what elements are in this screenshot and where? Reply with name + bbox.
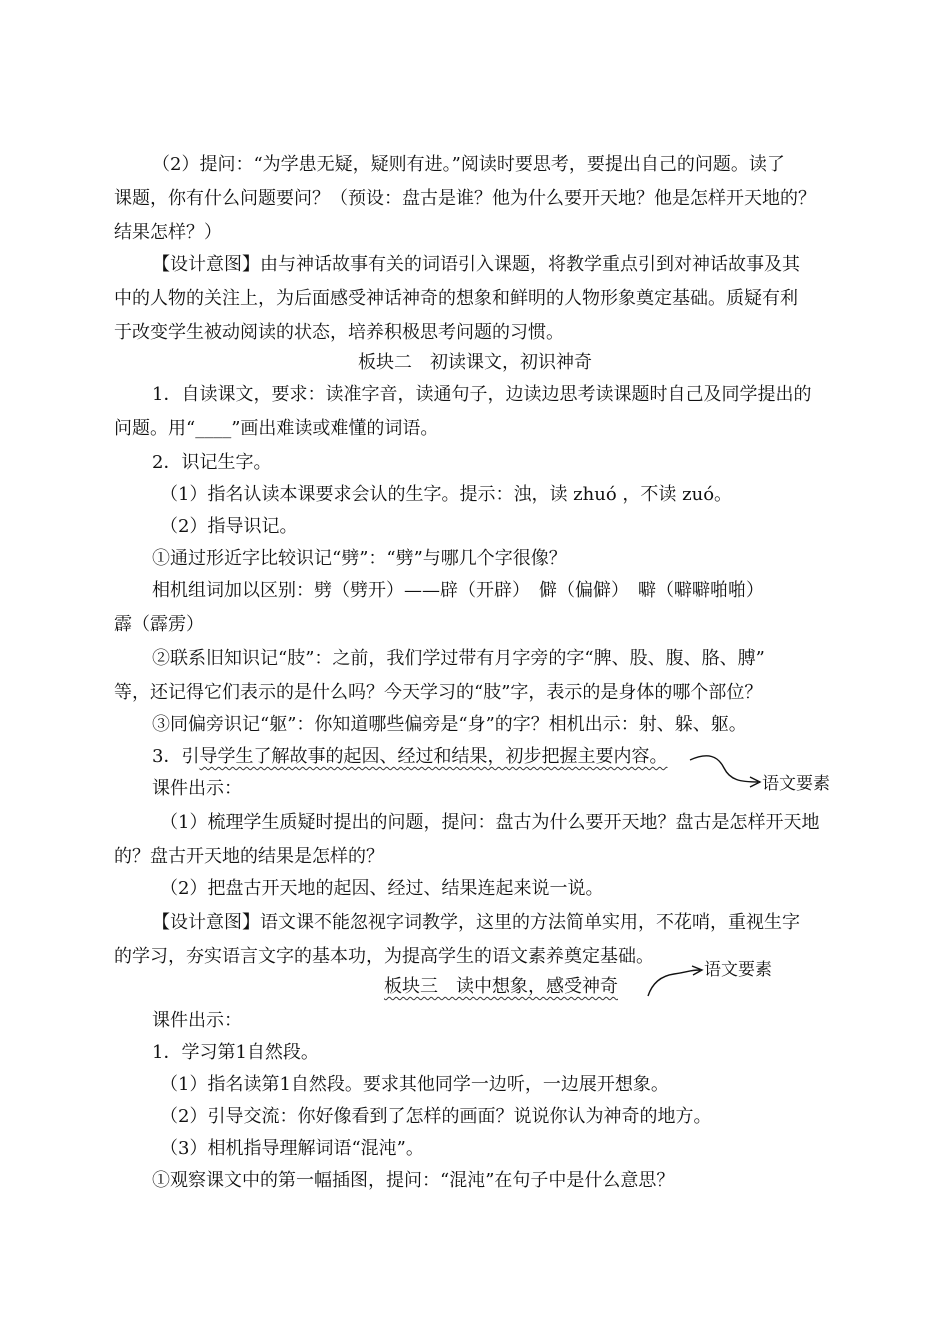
annotation-label: 语文要素	[704, 960, 772, 980]
design-intent-line: 的学习，夯实语言文字的基本功，为提高学生的语文素养奠定基础。	[114, 946, 654, 967]
paragraph-line: 1．学习第1自然段。	[152, 1042, 319, 1063]
paragraph-line: 相机组词加以区别：劈（劈开）——辟（开辟） 僻（偏僻） 噼（噼噼啪啪）	[152, 580, 764, 601]
paragraph-line: （1）指名认读本课要求会认的生字。提示：浊，读 zhuó ，不读 zuó。	[160, 484, 733, 505]
paragraph-line: （2）引导交流：你好像看到了怎样的画面？说说你认为神奇的地方。	[160, 1106, 712, 1127]
paragraph-line: ②联系旧知识记“肢”：之前，我们学过带有月字旁的字“脾、股、腹、胳、膊”	[152, 648, 765, 669]
section-heading-3: 板块三 读中想象，感受神奇	[384, 976, 618, 997]
curved-arrow-icon	[688, 752, 768, 792]
paragraph-line-wavy	[152, 744, 667, 770]
section-heading-2: 板块二 初读课文，初识神奇	[358, 352, 592, 373]
paragraph-line: （1）指名读第1自然段。要求其他同学一边听，一边展开想象。	[160, 1074, 669, 1095]
paragraph-line: （2）把盘古开天地的起因、经过、结果连起来说一说。	[160, 878, 604, 899]
paragraph-line: （1）梳理学生质疑时提出的问题，提问：盘古为什么要开天地？盘古是怎样开天地	[160, 812, 820, 833]
annotation-label: 语文要素	[762, 774, 830, 794]
design-intent-line: 【设计意图】语文课不能忽视字词教学，这里的方法简单实用，不花哨，重视生字	[152, 912, 800, 933]
design-intent-line: 于改变学生被动阅读的状态，培养积极思考问题的习惯。	[114, 322, 564, 343]
paragraph-line: ①通过形近字比较识记“劈”：“劈”与哪几个字很像？	[152, 548, 567, 569]
paragraph-line: ③同偏旁识记“躯”：你知道哪些偏旁是“身”的字？相机出示：射、躲、躯。	[152, 714, 747, 735]
paragraph-line: 问题。用“____”画出难读或难懂的词语。	[114, 418, 439, 439]
paragraph-line: 课件出示：	[152, 1010, 242, 1031]
paragraph-question-line: （2）提问：“为学患无疑，疑则有进。”阅读时要思考，要提出自己的问题。读了	[152, 154, 785, 175]
paragraph-question-line: 课题，你有什么问题要问？（预设：盘古是谁？他为什么要开天地？他是怎样开天地的？	[114, 188, 816, 209]
design-intent-line: 中的人物的关注上，为后面感受神话神奇的想象和鲜明的人物形象奠定基础。质疑有利	[114, 288, 798, 309]
paragraph-line: （3）相机指导理解词语“混沌”。	[160, 1138, 424, 1159]
paragraph-line: 等，还记得它们表示的是什么吗？今天学习的“肢”字，表示的是身体的哪个部位？	[114, 682, 763, 703]
curved-arrow-icon	[646, 966, 710, 1000]
paragraph-line: 课件出示：	[152, 778, 242, 799]
wavy-underlined-text: 导学生了解故事的起因、经过和结果，初步把握主要内容。	[199, 746, 668, 767]
paragraph-line: ①观察课文中的第一幅插图，提问：“混沌”在句子中是什么意思？	[152, 1170, 675, 1191]
paragraph-line: 霹（霹雳）	[114, 614, 204, 635]
paragraph-prefix: 3．引	[152, 746, 200, 767]
design-intent-line: 【设计意图】由与神话故事有关的词语引入课题，将教学重点引到对神话故事及其	[152, 254, 800, 275]
paragraph-question-line: 结果怎样？）	[114, 222, 222, 243]
paragraph-line: 的？盘古开天地的结果是怎样的？	[114, 846, 384, 867]
paragraph-line: 2．识记生字。	[152, 452, 272, 473]
paragraph-line: 1．自读课文，要求：读准字音，读通句子，边读边思考读课题时自己及同学提出的	[152, 384, 812, 405]
paragraph-line: （2）指导识记。	[160, 516, 298, 537]
